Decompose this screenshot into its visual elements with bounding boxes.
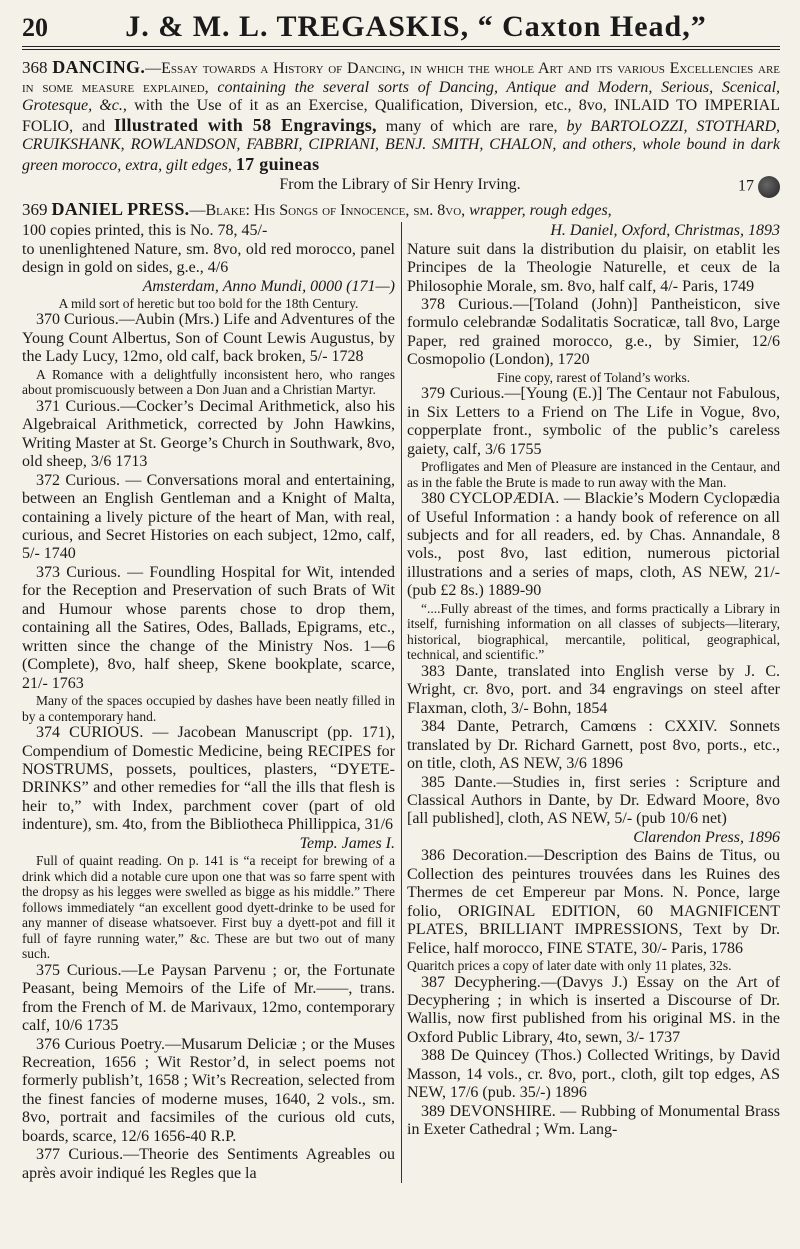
- list-item-note: Profligates and Men of Pleasure are instanced in the Centaur, and as in the fable the Brute is made to run away with the Man.: [407, 459, 780, 490]
- margin-price-value: 17: [738, 177, 754, 195]
- list-item: Clarendon Press, 1896: [633, 828, 780, 846]
- page-header: [22, 10, 780, 47]
- list-item: H. Daniel, Oxford, Christmas, 1893: [550, 222, 780, 240]
- list-item: 100 copies printed, this is No. 78, 45/-: [22, 222, 268, 240]
- from-row: [22, 176, 780, 198]
- entry-text: many of which are rare,: [385, 117, 558, 135]
- list-item-note: Full of quaint reading. On p. 141 is “a receipt for brewing of a drink which did a notable cure upon one that was so farre spent with the dropsy as his legges were swelled as bigge as his middle.” There follows immediately “an excellent good dyett-drinke to be used for any manner of disease whatsoever. First buy a dyett-pot and fill it full of fayre running water,” &c. These are but two out of many such.: [22, 853, 395, 962]
- list-item-note: A mild sort of heretic but too bold for the 18th Century.: [58, 295, 359, 311]
- page-title: J. & M. L. TREGASKIS, “ Caxton Head,”: [125, 10, 707, 43]
- entry-heading: DANCING.: [52, 57, 146, 77]
- entry-368: [22, 58, 780, 198]
- list-item: 378 Curious.—[Toland (John)] Pantheisticon, sive formulo celebrandæ Sodalitatis Socraticæ, tall 8vo, Large Paper, red grained morocco, g.e., by Simier, 12/6 Cosmopolio (London), 1720: [407, 295, 780, 369]
- entry-italic: wrapper, rough edges,: [469, 201, 612, 219]
- entry-text: with the Use of it as an Exercise, Qualification, Diversion, etc., 8vo, INLAID TO IMPERIAL FOLIO, and: [22, 97, 780, 135]
- list-item: 380 CYCLOPÆDIA. — Blackie’s Modern Cyclopædia of Useful Information : a handy book of reference on all subjects and for all readers, ed. by Chas. Annandale, 8 vols., post 8vo, last edition, numerous pictorial illustrations and a series of maps, cloth, AS NEW, 21/- (pub £2 8s.) 1889-90: [407, 490, 780, 600]
- entry-heading: DANIEL PRESS.: [51, 198, 190, 219]
- list-item: 375 Curious.—Le Paysan Parvenu ; or, the Fortunate Peasant, being Memoirs of the Life of Mr.——, trans. from the French of M. de Marivaux, 12mo, contemporary calf, 10/6 1735: [22, 961, 395, 1035]
- list-item-note: A Romance with a delightfully inconsistent hero, who ranges about promiscuously between a Don Juan and a Christian Martyr.: [22, 366, 395, 398]
- list-item: 387 Decyphering.—(Davys J.) Essay on the Art of Decyphering ; in which is inserted a Discourse of Dr. Wallis, now first published from his original MS. in the Oxford Public Library, 4to, sewn, 3/- 1737: [407, 973, 780, 1046]
- list-item: 385 Dante.—Studies in, first series : Scripture and Classical Authors in Dante, by Dr. Edward Moore, 8vo [all published], cloth, AS NEW, 5/- (pub 10/6 net): [407, 773, 780, 828]
- list-item: 371 Curious.—Cocker’s Decimal Arithmetick, also his Algebraical Arithmetick, corrected by John Hawkins, Writing Master at St. George’s Church in Southwark, 8vo, old sheep, 3/6 1713: [22, 397, 395, 471]
- list-item: 372 Curious. — Conversations moral and entertaining, between an English Gentleman and a Knight of Malta, containing a lively picture of the heart of Man, with real, curious, and Secret Histories on each subject, 12mo, calf, 5/- 1740: [22, 471, 395, 563]
- list-item: 373 Curious. — Foundling Hospital for Wit, intended for the Reception and Preservation of such Brats of Wit and Humour whose parents chose to drop them, containing all the Satires, Odes, Ballads, Epigrams, etc., written since the change of the Ministry Nos. 1—6 (Complete), 8vo, half sheep, Skene bookplate, scarce, 21/- 1763: [22, 563, 395, 692]
- list-item: 384 Dante, Petrarch, Camœns : CXXIV. Sonnets translated by Dr. Richard Garnett, post 8vo, ports., etc., on title, cloth, AS NEW, 3/6 1896: [407, 718, 780, 773]
- list-item-note: “....Fully abreast of the times, and forms practically a Library in itself, furnishing information on all classes of subjects—literary, historical, biographical, mercantile, political, geographical, technical, and scientific.”: [407, 600, 780, 663]
- list-item: 377 Curious.—Theorie des Sentiments Agreables ou après avoir indiqué les Regles que la: [22, 1146, 395, 1182]
- list-item: 379 Curious.—[Young (E.)] The Centaur not Fabulous, in Six Letters to a Friend on The Life in Vogue, 8vo, copperplate front., symbolic of the public’s careless gaiety, calf, 3/6 1755: [407, 385, 780, 458]
- left-column: [22, 222, 395, 1183]
- list-item-note: Fine copy, rarest of Toland’s works.: [496, 369, 691, 385]
- list-item: 386 Decoration.—Description des Bains de Titus, ou Collection des peintures trouvées dans les Ruines des Thermes de cet Empereur par Mons. N. Ponce, large folio, ORIGINAL EDITION, 60 MAGNIFICENT PLATES, BRILLIANT IMPRESSIONS, Text by Dr. Felice, half morocco, FINE STATE, 30/- Paris, 1786: [407, 847, 780, 957]
- list-item: Nature suit dans la distribution du plaisir, on etablit les Principes de la Theologie Naturelle, et ceux de la Philosophie Morale, sm. 8vo, half calf, 4/- Paris, 1749: [407, 240, 780, 295]
- list-item: 383 Dante, translated into English verse by J. C. Wright, cr. 8vo, port. and 34 engravings on steel after Flaxman, cloth, 3/- Bohn, 1854: [407, 662, 780, 717]
- ink-blot-icon: [758, 176, 780, 198]
- page-number: 20: [22, 13, 48, 42]
- entry-price: 17 guineas: [235, 153, 320, 174]
- header-rule: [22, 49, 780, 50]
- entry-number: 369: [22, 199, 48, 219]
- list-item: 388 De Quincey (Thos.) Collected Writings, by David Masson, 14 vols., cr. 8vo, port., cloth, gilt top edges, AS NEW, 17/6 (pub. 35/-) 1896: [407, 1047, 780, 1102]
- entry-369: [22, 200, 780, 221]
- list-item: Amsterdam, Anno Mundi, 0000 (171—): [142, 277, 395, 295]
- list-item: 376 Curious Poetry.—Musarum Deliciæ ; or the Muses Recreation, 1656 ; Wit Restor’d, in select poems not formerly publish’t, 1658 ; Wit’s Recreation, selected from the finest fancies of moderne muses, 1640, 2 vols., sm. 8vo, portrait and facsimiles of the curious old cuts, boards, scarce, 12/6 1656-40 R.P.: [22, 1035, 395, 1145]
- entry-text: —Blake: His Songs of Innocence, sm. 8vo,: [189, 201, 466, 219]
- list-item: 389 DEVONSHIRE. — Rubbing of Monumental Brass in Exeter Cathedral ; Wm. Lang-: [407, 1102, 780, 1139]
- list-item: 370 Curious.—Aubin (Mrs.) Life and Adventures of the Young Count Albertus, Son of Count Lewis Augustus, by the Lady Lucy, 12mo, old calf, back broken, 5/- 1728: [22, 311, 395, 366]
- right-column: [407, 222, 780, 1183]
- list-item: to unenlightened Nature, sm. 8vo, old red morocco, panel design in gold on sides, g.e., 4/6: [22, 240, 395, 277]
- list-item-note: Quaritch prices a copy of later date with only 11 plates, 32s.: [407, 958, 732, 974]
- provenance-line: From the Library of Sir Henry Irving.: [279, 175, 521, 193]
- entry-italic: containing the several sorts of Dancing, Antique and Modern, Serious, Scenical, Grotesque, &c.,: [22, 78, 781, 115]
- entry-bold: Illustrated with 58 Engravings,: [113, 114, 377, 135]
- column-divider: [401, 222, 402, 1183]
- list-item: 374 CURIOUS. — Jacobean Manuscript (pp. 171), Compendium of Domestic Medicine, being RECIPES for NOSTRUMS, possets, poultices, plasters, “DYETE-DRINKS” and other remedies for “all the ills that flesh is heir to,” with Index, parchment cover (part of old indenture), sm. 4to, from the Bibliotheca Phillippica, 31/6: [22, 724, 395, 834]
- margin-price: [738, 176, 780, 198]
- two-columns: [22, 222, 780, 1183]
- entry-italic: by BARTOLOZZI, STOTHARD, CRUIKSHANK, ROWLANDSON, FABBRI, CIPRIANI, BENJ. SMITH, CHALON, and others, whole bound in dark green morocco, extra, gilt edges,: [22, 117, 781, 174]
- entry-text: —Essay towards a History of Dancing, in which the whole Art and its various Excellencies are in some measure explained,: [22, 60, 780, 96]
- list-item-note: Many of the spaces occupied by dashes have been neatly filled in by a contemporary hand.: [22, 693, 395, 724]
- entry-number: 368: [22, 58, 48, 77]
- list-item: Temp. James I.: [299, 834, 395, 852]
